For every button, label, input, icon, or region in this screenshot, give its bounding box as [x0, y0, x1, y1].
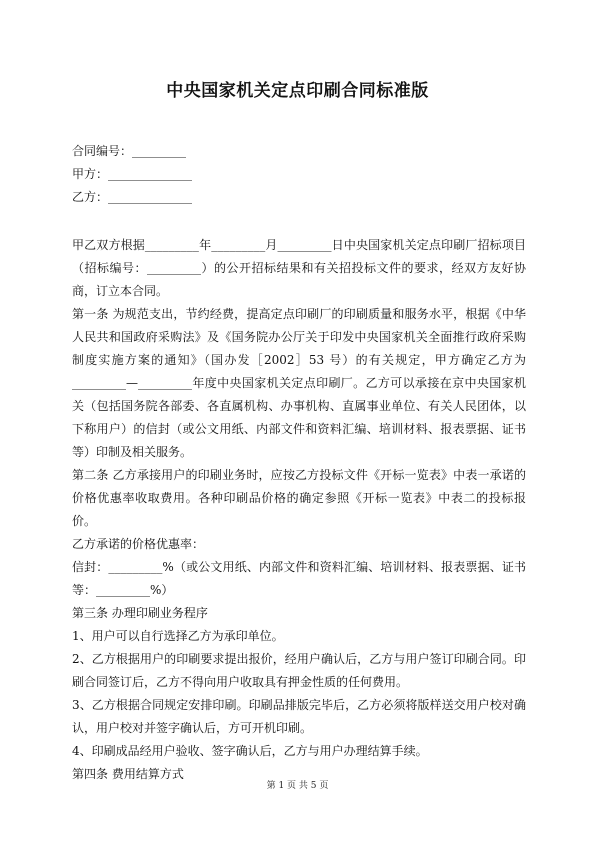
article-2-paragraph: 第二条 乙方承接用户的印刷业务时，应按乙方投标文件《开标一览表》中表一承诺的价格优惠率收取费用。各种印刷品价格的确定参照《开标一览表》中表二的投标报价。	[72, 468, 526, 528]
party-a-line: 甲方：______________	[72, 167, 193, 181]
envelope-discount-line: 信封：_________%（或公文用纸、内部文件和资料汇编、培训材料、报表票据、证书等：_________%）	[72, 560, 526, 597]
party-b-line: 乙方：______________	[72, 190, 193, 204]
document-title: 中央国家机关定点印刷合同标准版	[166, 81, 429, 101]
preamble-paragraph: 甲乙双方根据_________年_________月_________日中央国家机关定点印刷厂招标项目（招标编号：_________）的公开招标结果和有关招投标文件的要求，经双方友好协商，订立本合同。	[72, 238, 526, 298]
article-3-heading: 第三条 办理印刷业务程序	[72, 606, 208, 620]
article-4-heading: 第四条 费用结算方式	[72, 767, 184, 781]
discount-rate-heading: 乙方承诺的价格优惠率：	[72, 537, 205, 551]
procedure-item-2: 2、乙方根据用户的印刷要求提出报价，经用户确认后，乙方与用户签订印刷合同。印刷合同签订后，乙方不得向用户收取具有押金性质的任何费用。	[72, 652, 526, 689]
procedure-item-4: 4、印刷成品经用户验收、签字确认后，乙方与用户办理结算手续。	[72, 744, 428, 758]
contract-number-line: 合同编号：_________	[72, 144, 187, 158]
article-1-paragraph: 第一条 为规范支出，节约经费，提高定点印刷厂的印刷质量和服务水平，根据《中华人民共和国政府采购法》及《国务院办公厅关于印发中央国家机关全面推行政府采购制度实施方案的通知》（国办发［2002］53 号）的有关规定，甲方确定乙方为_________—_________年度中央国家机关定点印刷厂。乙方可以承接在京中央国家机关（包括国务院各部委、各直属机构、办事机构、直属事业单位、有关人民团体，以下称用户）的信封（或公文用纸、内部文件和资料汇编、培训材料、报表票据、证书等）印制及相关服务。	[72, 307, 526, 459]
procedure-item-3: 3、乙方根据合同规定安排印刷。印刷品排版完毕后，乙方必须将版样送交用户校对确认，用户校对并签字确认后，方可开机印刷。	[72, 698, 526, 735]
page-number-footer: 第 1 页 共 5 页	[266, 781, 329, 791]
contract-body	[72, 234, 526, 786]
procedure-item-1: 1、用户可以自行选择乙方为承印单位。	[72, 629, 284, 643]
